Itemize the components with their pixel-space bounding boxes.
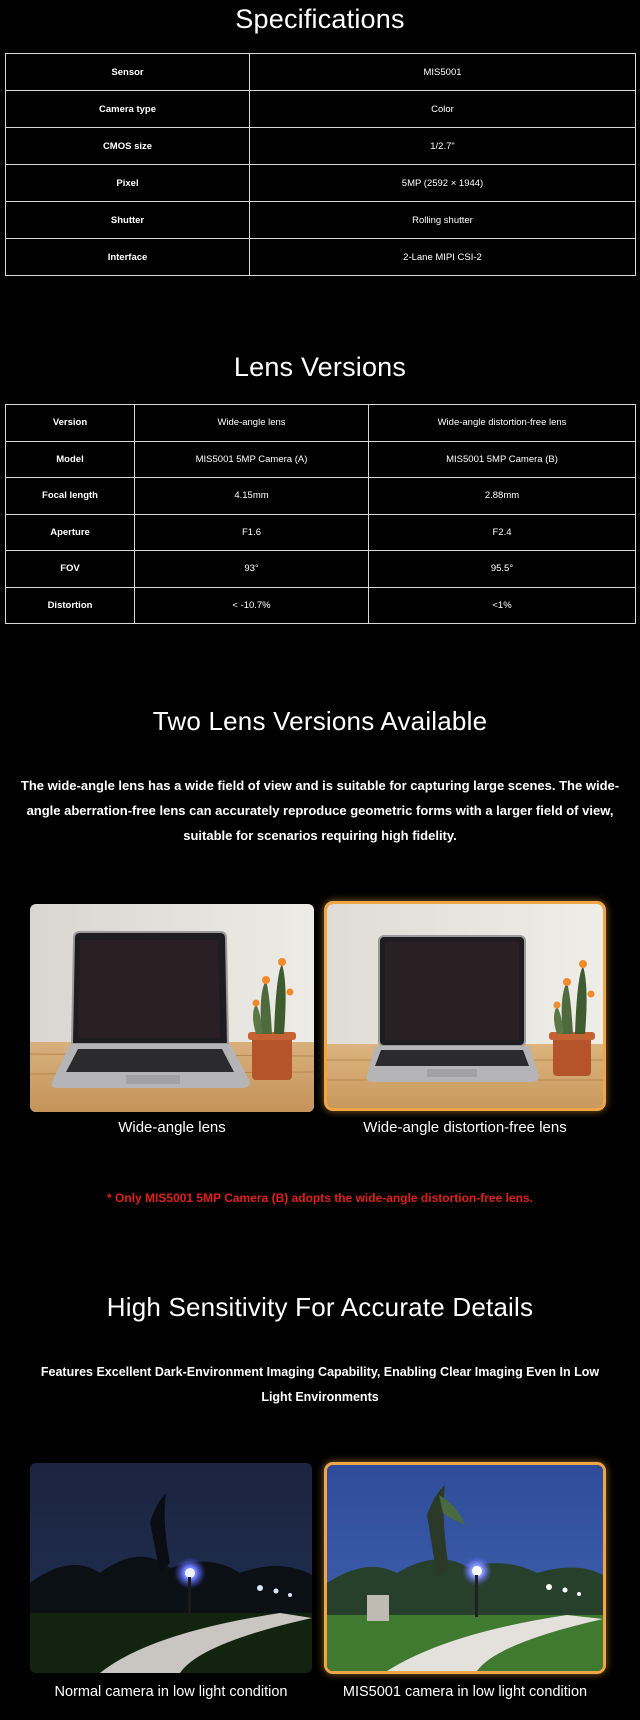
mis5001-camera-caption: MIS5001 camera in low light condition	[342, 1684, 588, 1700]
specifications-table	[5, 53, 636, 276]
lens-value-a: 93°	[135, 551, 369, 588]
spec-value: 1/2.7"	[250, 128, 636, 165]
spec-value: Rolling shutter	[250, 202, 636, 239]
lens-label: Model	[6, 441, 135, 478]
table-row	[6, 91, 636, 128]
table-row	[6, 587, 636, 624]
lens-value-b: <1%	[369, 587, 636, 624]
lens-note: * Only MIS5001 5MP Camera (B) adopts the wide-angle distortion-free lens.	[107, 1191, 533, 1205]
spec-value: 5MP (2592 × 1944)	[250, 165, 636, 202]
lens-value-a: 4.15mm	[135, 478, 369, 515]
spec-label: CMOS size	[6, 128, 250, 165]
lens-value-a: MIS5001 5MP Camera (A)	[135, 441, 369, 478]
lens-versions-table	[5, 404, 636, 624]
lens-label: Distortion	[6, 587, 135, 624]
lens-label: FOV	[6, 551, 135, 588]
spec-label: Pixel	[6, 165, 250, 202]
table-row	[6, 239, 636, 276]
spec-label: Interface	[6, 239, 250, 276]
specifications-title: Specifications	[235, 4, 405, 34]
table-row	[6, 165, 636, 202]
table-row	[6, 405, 636, 442]
spec-value: MIS5001	[250, 54, 636, 91]
lens-versions-title: Lens Versions	[233, 352, 407, 382]
wide-angle-lens-caption: Wide-angle lens	[118, 1119, 226, 1136]
lens-value-a: F1.6	[135, 514, 369, 551]
table-row	[6, 478, 636, 515]
spec-label: Shutter	[6, 202, 250, 239]
lens-value-b: F2.4	[369, 514, 636, 551]
distortion-free-lens-caption: Wide-angle distortion-free lens	[363, 1119, 567, 1136]
lens-value-b: MIS5001 5MP Camera (B)	[369, 441, 636, 478]
lens-value-b: 2.88mm	[369, 478, 636, 515]
sensitivity-description: Features Excellent Dark-Environment Imaging Capability, Enabling Clear Imaging Even In Low Light Environments	[40, 1365, 600, 1404]
normal-camera-caption: Normal camera in low light condition	[54, 1684, 288, 1700]
wide-angle-distortion-free-lens-photo	[327, 904, 603, 1108]
two-lens-title: Two Lens Versions Available	[152, 706, 488, 736]
table-row	[6, 514, 636, 551]
spec-label: Camera type	[6, 91, 250, 128]
lens-value-a: < -10.7%	[135, 587, 369, 624]
lens-label: Aperture	[6, 514, 135, 551]
table-row	[6, 202, 636, 239]
lens-value-b: Wide-angle distortion-free lens	[369, 405, 636, 442]
lens-label: Focal length	[6, 478, 135, 515]
sensitivity-title: High Sensitivity For Accurate Details	[106, 1292, 534, 1322]
two-lens-description: The wide-angle lens has a wide field of view and is suitable for capturing large scenes. The wide-angle aberration-free lens can accurately reproduce geometric forms with a larger field of view, suitable for scenarios requiring high fidelity.	[20, 778, 620, 843]
mis5001-camera-photo	[327, 1465, 603, 1671]
lens-label: Version	[6, 405, 135, 442]
lens-value-a: Wide-angle lens	[135, 405, 369, 442]
lens-value-b: 95.5°	[369, 551, 636, 588]
table-row	[6, 441, 636, 478]
table-row	[6, 128, 636, 165]
wide-angle-lens-photo	[30, 904, 314, 1112]
spec-value: 2-Lane MIPI CSI-2	[250, 239, 636, 276]
table-row	[6, 54, 636, 91]
table-row	[6, 551, 636, 588]
spec-label: Sensor	[6, 54, 250, 91]
spec-value: Color	[250, 91, 636, 128]
normal-camera-photo	[30, 1463, 312, 1673]
